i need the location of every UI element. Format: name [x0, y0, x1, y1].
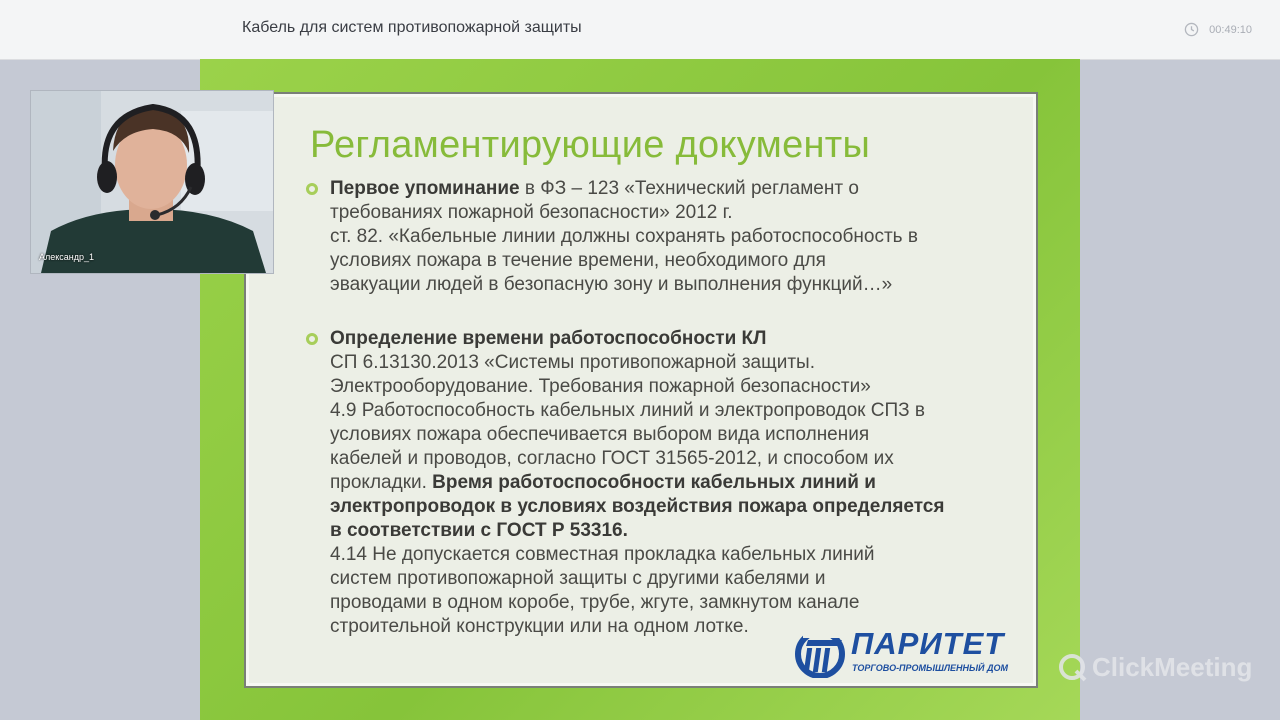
clock-icon [1184, 22, 1199, 37]
bullet-heading: Определение времени работоспособности КЛ [330, 328, 767, 349]
presentation-slide [200, 59, 1080, 720]
timer-value: 00:49:10 [1209, 23, 1252, 36]
bullet-bold-text: Время работоспособности кабельных линий и [432, 472, 876, 493]
top-bar [0, 0, 1280, 60]
bullet-line [330, 177, 1010, 201]
bullet-line: кабелей и проводов, согласно ГОСТ 31565-2012, и способом их [330, 448, 894, 469]
bullet-line: систем противопожарной защиты с другими кабелями и [330, 568, 826, 589]
paritet-logo [794, 626, 1034, 682]
logo-subtitle: ТОРГОВО-ПРОМЫШЛЕННЫЙ ДОМ [852, 663, 1009, 673]
bullet-line [330, 495, 1010, 519]
bullet-line [330, 519, 1010, 543]
session-timer [1184, 22, 1252, 37]
bullet-line: проводами в одном коробе, трубе, жгуте, замкнутом канале [330, 592, 860, 613]
clickmeeting-watermark [1058, 652, 1252, 683]
bullet-line: 4.9 Работоспособность кабельных линий и электропроводок СПЗ в [330, 400, 925, 421]
bullet-line: условиях пожара обеспечивается выбором вида исполнения [330, 424, 870, 445]
clickmeeting-logo-icon [1058, 653, 1088, 683]
bullet-first-mention [330, 177, 1010, 297]
bullet-line: требованиях пожарной безопасности» 2012 г. [330, 202, 733, 223]
paritet-emblem-icon [794, 628, 848, 678]
slide-title: Регламентирующие документы [310, 124, 871, 166]
bullet-line: эвакуации людей в безопасную зону и выполнения функций…» [330, 274, 893, 295]
bullet-bold-text: электропроводок в условиях воздействия пожара определяется [330, 496, 945, 517]
presenter-webcam[interactable] [30, 90, 274, 274]
bullet-lead-text: в ФЗ – 123 «Технический регламент о [519, 178, 859, 199]
presenter-video-frame [31, 91, 273, 273]
bullet-line: строительной конструкции или на одном лотке. [330, 616, 749, 637]
bullet-line: условиях пожара в течение времени, необходимого для [330, 250, 826, 271]
bullet-work-time-definition [330, 327, 1010, 639]
logo-wordmark: ПАРИТЕТ [851, 626, 1005, 661]
bullet-bold-text: в соответствии с ГОСТ Р 53316. [330, 520, 628, 541]
webinar-title: Кабель для систем противопожарной защиты [242, 19, 582, 36]
bullet-line [330, 471, 1010, 495]
bullet-lead-bold: Первое упоминание [330, 178, 520, 199]
bullet-line [330, 327, 1010, 351]
bullet-circle-icon [306, 183, 318, 195]
bullet-line: 4.14 Не допускается совместная прокладка кабельных линий [330, 544, 875, 565]
participant-name: Александр_1 [39, 252, 95, 262]
bullet-text: прокладки. [330, 472, 433, 493]
slide-content [244, 92, 1038, 688]
bullet-line: Электрооборудование. Требования пожарной безопасности» [330, 376, 871, 397]
watermark-text: ClickMeeting [1092, 652, 1253, 682]
bullet-line: ст. 82. «Кабельные линии должны сохранять работоспособность в [330, 226, 918, 247]
bullet-circle-icon [306, 333, 318, 345]
bullet-line: СП 6.13130.2013 «Системы противопожарной защиты. [330, 352, 815, 373]
